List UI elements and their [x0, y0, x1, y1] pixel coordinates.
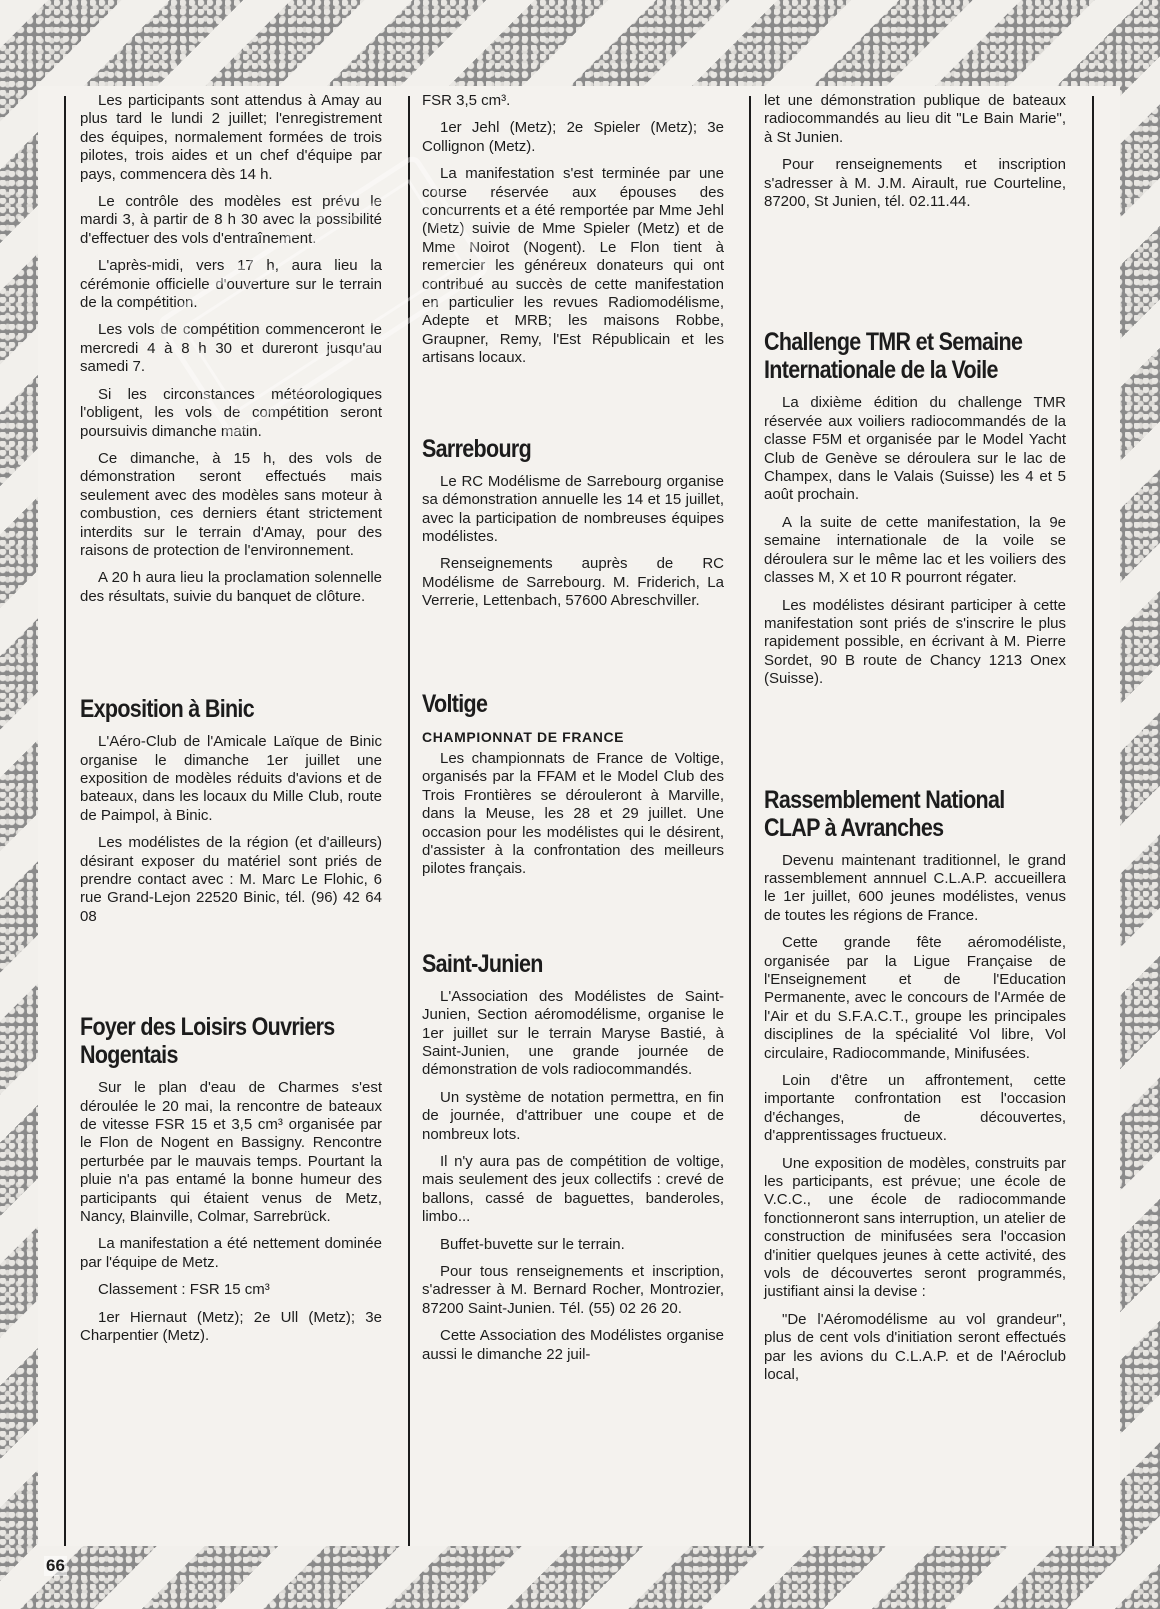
body-paragraph: 1er Hiernaut (Metz); 2e Ull (Metz); 3e Charpentier (Metz).	[80, 1308, 382, 1345]
body-paragraph: A la suite de cette manifestation, la 9e semaine internationale de la voile se déroulera sur le même lac et les voiliers des classes M, X et 10 R pourront régater.	[764, 513, 1066, 587]
body-paragraph: L'après-midi, vers 17 h, aura lieu la cérémonie officielle d'ouverture sur le terrain de la compétition.	[80, 257, 382, 312]
body-paragraph: Pour renseignements et inscription s'adresser à M. J.M. Airault, rue Courteline, 87200, St Junien, tél. 02.11.44.	[764, 156, 1066, 211]
body-paragraph: 1er Jehl (Metz); 2e Spieler (Metz); 3e Collignon (Metz).	[422, 119, 724, 155]
page-sheet	[38, 86, 1120, 1546]
body-paragraph: Un système de notation permettra, en fin de journée, d'attribuer une coupe et de nombreux lots.	[422, 1088, 724, 1143]
body-paragraph: Les championnats de France de Voltige, organisés par la FFAM et le Model Club des Trois Frontières se dérouleront à Marville, dans la Meuse, les 28 et 29 juillet. Une occasion pour les modélistes qui le désirent, d'assister à la confrontation des meilleurs pilotes français.	[422, 749, 724, 878]
body-paragraph: Cette grande fête aéromodéliste, organisée par la Ligue Française de l'Enseignement et de l'Education Permanente, avec le concours de l'Armée de l'Air et du S.F.A.C.T., groupe les principales disciplines de la spécialité Vol libre, Vol circulaire, Radiocommande, Minifusées.	[764, 934, 1066, 1062]
section-title-sarrebourg: Sarrebourg	[422, 434, 532, 463]
body-paragraph: let une démonstration publique de bateaux radiocommandés au lieu dit "Le Bain Marie", à St Junien.	[764, 92, 1066, 146]
body-paragraph: La dixième édition du challenge TMR réservée aux voiliers radiocommandés de la classe F5M et organisée par le Model Yacht Club de Genève se déroulera sur le lac de Champex, dans le Valais (Suisse) les 4 et 5 août prochain.	[764, 394, 1066, 504]
body-paragraph: "De l'Aéromodélisme au vol grandeur", plus de cent vols d'initiation seront effectués par les avions du C.L.A.P. et de l'Aéroclub local,	[764, 1310, 1066, 1384]
column-rule-center-right	[749, 96, 751, 1546]
body-paragraph: Cette Association des Modélistes organise aussi le dimanche 22 juil-	[422, 1327, 724, 1363]
body-paragraph: Si les circonstances météorologiques l'obligent, les vols de compétition seront poursuivis dimanche matin.	[80, 385, 382, 440]
section-title-foyer: Foyer des Loisirs Ouvriers Nogentais	[80, 1013, 335, 1070]
column-1	[80, 92, 382, 1355]
body-paragraph: Buffet-buvette sur le terrain.	[440, 1235, 625, 1253]
body-paragraph: Le RC Modélisme de Sarrebourg organise sa démonstration annuelle les 14 et 15 juillet, avec la participation de nombreuses équipes modélistes.	[422, 472, 724, 545]
body-paragraph: Pour tous renseignements et inscription, s'adresser à M. Bernard Rocher, Montrozier, 87200 Saint-Junien. Tél. (55) 02 26 20.	[422, 1263, 724, 1317]
body-paragraph: Sur le plan d'eau de Charmes s'est déroulée le 20 mai, la rencontre de bateaux de vitesse FSR 15 et 3,5 cm³ organisée par le Flon de Nogent en Bassigny. Rencontre perturbée par le mauvais temps. Pourtant la pluie n'a pas entamé la bonne humeur des participants qui étaient venus de Metz, Nancy, Blainville, Colmar, Sarrebrück.	[80, 1079, 382, 1226]
page-number: 66	[46, 1556, 65, 1575]
column-rule-left	[64, 96, 66, 1546]
body-paragraph: FSR 3,5 cm³.	[422, 92, 511, 109]
section-title-tmr: Challenge TMR et Semaine Internationale de la Voile	[764, 328, 1023, 385]
body-paragraph: L'Association des Modélistes de Saint-Junien, Section aéromodélisme, organise le 1er juillet sur le terrain Maryse Bastié, à Saint-Junien, une grande journée de démonstration de vols radiocommandés.	[422, 987, 724, 1079]
body-paragraph: La manifestation s'est terminée par une course réservée aux épouses des concurrents et a été remportée par Mme Jehl (Metz) suivie de Mme Spieler (Metz) et de Mme Noirot (Nogent). Le Flon tient à remercier les généreux donateurs qui ont contribué au succès de cette manifestation en particulier les revues Radiomodélisme, Adepte et MRB; les maisons Robbe, Graupner, Remy, l'Est Républicain et les artisans locaux.	[422, 165, 724, 367]
column-rule-center-left	[408, 96, 410, 1546]
body-paragraph: Le contrôle des modèles est prévu le mardi 3, à partir de 8 h 30 avec la possibilité d'effectuer des vols d'entraînement.	[80, 193, 382, 247]
column-3	[764, 92, 1066, 1394]
section-subtitle-voltige: CHAMPIONNAT DE FRANCE	[422, 728, 625, 745]
body-paragraph: Les vols de compétition commenceront le mercredi 4 à 8 h 30 et dureront jusqu'au samedi 7.	[80, 321, 382, 376]
body-paragraph: La manifestation a été nettement dominée par l'équipe de Metz.	[80, 1235, 382, 1271]
body-paragraph: Devenu maintenant traditionnel, le grand rassemblement annnuel C.L.A.P. accueillera le 1er juillet, 600 jeunes modélistes, venus de toutes les régions de France.	[764, 851, 1066, 924]
body-paragraph: Renseignements auprès de RC Modélisme de Sarrebourg. M. Friderich, La Verrerie, Lettenbach, 57600 Abreschviller.	[422, 555, 724, 610]
section-title-voltige: Voltige	[422, 689, 488, 718]
column-2	[422, 92, 724, 1373]
body-paragraph: Les modélistes désirant participer à cette manifestation sont priés de s'inscrire le plus rapidement possible, en écrivant à M. Pierre Sordet, 90 B route de Chancy 1213 Onex (Suisse).	[764, 596, 1066, 688]
body-paragraph: Il n'y aura pas de compétition de voltige, mais seulement des jeux collectifs : crevé de ballons, cassé de baguettes, banderoles, limbo...	[422, 1153, 724, 1226]
body-paragraph: Loin d'être un affrontement, cette importante confrontation est l'occasion d'échanges, de découvertes, d'apprentissages fructueux.	[764, 1072, 1066, 1145]
body-paragraph: Classement : FSR 15 cm³	[98, 1281, 270, 1299]
column-rule-right	[1092, 96, 1094, 1546]
section-title-binic: Exposition à Binic	[80, 695, 254, 724]
body-paragraph: Une exposition de modèles, construits par les participants, est prévue; une école de V.C.C., une école de radiocommande fonctionneront sans interruption, un atelier de construction de minifusées sera l'occasion d'initier quelques jeunes à cette activité, des vols de découvertes seront programmés, justifiant ainsi la devise :	[764, 1154, 1066, 1301]
body-paragraph: Ce dimanche, à 15 h, des vols de démonstration seront effectués mais seulement avec des modèles sans moteur à combustion, ces derniers étant strictement interdits sur le terrain d'Amay, pour des raisons de protection de l'environnement.	[80, 449, 382, 559]
body-paragraph: Les modélistes de la région (et d'ailleurs) désirant exposer du matériel sont priés de prendre contact avec : M. Marc Le Flohic, 6 rue Grand-Lejon 22520 Binic, tél. (96) 42 64 08	[80, 834, 382, 925]
body-paragraph: L'Aéro-Club de l'Amicale Laïque de Binic organise le dimanche 1er juillet une exposition de modèles réduits d'avions et de bateaux, dans les locaux du Mille Club, route de Paimpol, à Binic.	[80, 733, 382, 824]
body-paragraph: A 20 h aura lieu la proclamation solennelle des résultats, suivie du banquet de clôture.	[80, 569, 382, 605]
body-paragraph: Les participants sont attendus à Amay au plus tard le lundi 2 juillet; l'enregistrement des équipes, normalement formées de trois pilotes, trois aides et un chef d'équipe par pays, commencera dès 14 h.	[80, 92, 382, 183]
section-title-clap: Rassemblement National CLAP à Avranches	[764, 785, 1005, 842]
section-title-saint-junien: Saint-Junien	[422, 949, 543, 978]
